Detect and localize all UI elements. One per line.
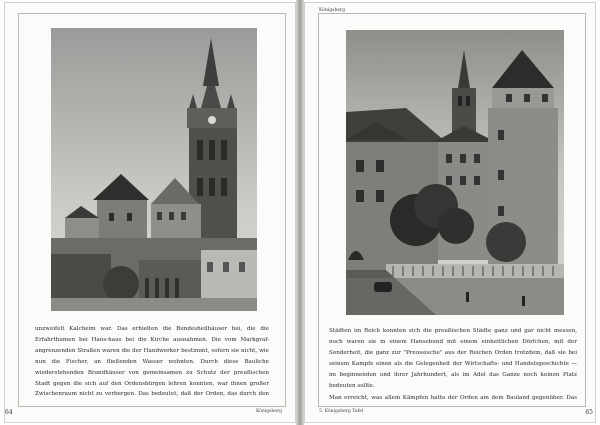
castle-courtyard-photo — [346, 30, 564, 315]
right-running-head: Königsberg — [319, 8, 346, 13]
left-page — [4, 2, 296, 423]
right-paragraph-2: Man erreicht, was allem Kämpfen hatte der Orden am dem Bauland gegenüber. Das — [329, 395, 577, 402]
right-page-body-text — [329, 326, 577, 402]
book-gutter — [296, 0, 304, 425]
left-page-number: 64 — [5, 409, 13, 416]
left-footer-note: Königsberg — [255, 409, 282, 414]
right-footer-note: 5. Königsberg Tafel — [319, 409, 364, 414]
left-paragraph-1: unzweifelt Kalcheim war. Das erhielten die Bundesheilhäuser bei, die die Erfahrthumen bei Hans-haus bei die Kirche ausnahmen. Die vom Markgraf-angrenzenden Straßen waren die der Handwerker bestimmt, sofern sie nicht, wie nun die Fischer, an fließenden Wasser wohnten. Durch diese Bauliche wiederstehenden Brandhäuser von gemeinsamen zu Schutz der preußischen Stadt gegen die sich auf den Ordensbürgen lehren konnten, war ihnen großer Zwischenraum nicht zu verbergen. Das bedeutet, daß der Orden, das durch den — [35, 326, 269, 398]
left-page-body-text — [35, 324, 269, 400]
right-paragraph-1: Städten im Reich konnten sich die preußischen Städte ganz und gar nicht messen, noch waren sie in einem Hansebund mit einem einheitlichen Dörfchen, mit der Sonderheit, die ganz zur "Preussische" aus der Reichen Orden trotzdem, daß sie bei seinem Kampfe einen als die Gelegenheit der Wirtschafts- und Handelsgeschichte — im beginnenden und ihrer Jahrhundert, als im Adel das Ganze noch keinen Platz bedeuten sollte. — [329, 328, 577, 389]
right-page-number: 65 — [585, 409, 593, 416]
right-page — [304, 2, 596, 423]
castle-tower-photo — [51, 28, 257, 311]
left-photo-castle-tower — [51, 28, 257, 311]
right-photo-castle-courtyard — [346, 30, 564, 315]
